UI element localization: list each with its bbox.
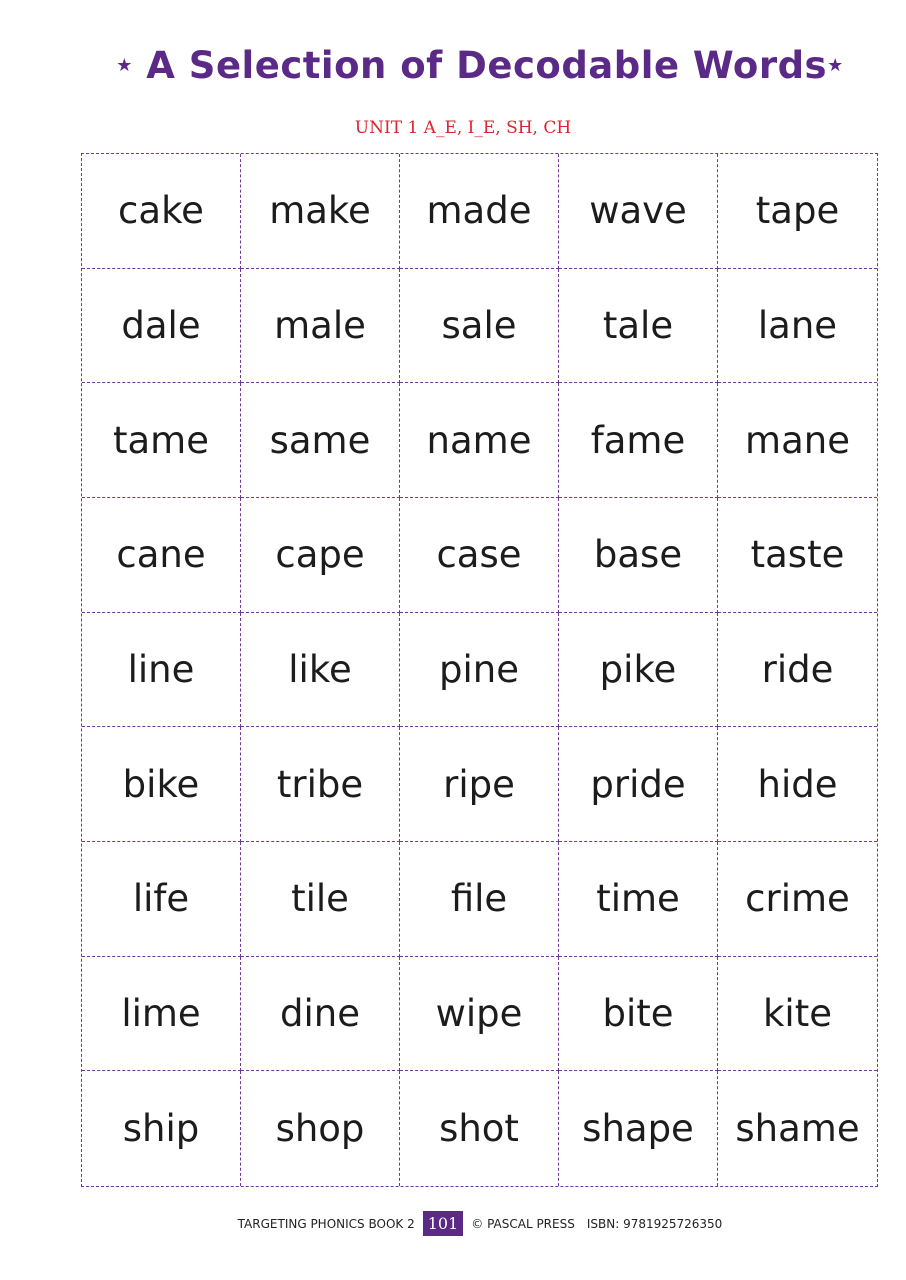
word-card: dale bbox=[82, 269, 241, 384]
word-card: tile bbox=[241, 842, 400, 957]
star-left-icon: ★ bbox=[116, 55, 133, 76]
word-card: mane bbox=[718, 383, 877, 498]
word-card: time bbox=[559, 842, 718, 957]
book-title: TARGETING PHONICS BOOK 2 bbox=[237, 1216, 415, 1231]
unit-subtitle: UNIT 1 A_E, I_E, SH, CH bbox=[354, 118, 572, 138]
word-card: tame bbox=[82, 383, 241, 498]
word-card: wipe bbox=[400, 957, 559, 1072]
word-card: kite bbox=[718, 957, 877, 1072]
word-card: made bbox=[400, 154, 559, 269]
word-card: file bbox=[400, 842, 559, 957]
word-card: pine bbox=[400, 613, 559, 728]
word-card: make bbox=[241, 154, 400, 269]
word-card: cape bbox=[241, 498, 400, 613]
word-card: cake bbox=[82, 154, 241, 269]
word-card: taste bbox=[718, 498, 877, 613]
word-card: ride bbox=[718, 613, 877, 728]
word-card: line bbox=[82, 613, 241, 728]
word-card: hide bbox=[718, 727, 877, 842]
word-card: crime bbox=[718, 842, 877, 957]
word-card: tribe bbox=[241, 727, 400, 842]
word-card: pike bbox=[559, 613, 718, 728]
star-right-icon: ★ bbox=[827, 55, 844, 76]
word-card: lane bbox=[718, 269, 877, 384]
word-card: life bbox=[82, 842, 241, 957]
word-card: shop bbox=[241, 1071, 400, 1186]
word-card: like bbox=[241, 613, 400, 728]
word-card: shot bbox=[400, 1071, 559, 1186]
word-card: same bbox=[241, 383, 400, 498]
word-card: tape bbox=[718, 154, 877, 269]
word-card: cane bbox=[82, 498, 241, 613]
word-card: bite bbox=[559, 957, 718, 1072]
word-card: male bbox=[241, 269, 400, 384]
word-card: ripe bbox=[400, 727, 559, 842]
page-number: 101 bbox=[423, 1211, 464, 1236]
word-card: sale bbox=[400, 269, 559, 384]
word-card: wave bbox=[559, 154, 718, 269]
word-card: tale bbox=[559, 269, 718, 384]
word-card: pride bbox=[559, 727, 718, 842]
word-card: case bbox=[400, 498, 559, 613]
page-footer bbox=[0, 1211, 906, 1236]
word-card: bike bbox=[82, 727, 241, 842]
isbn: ISBN: 9781925726350 bbox=[586, 1216, 723, 1231]
word-card: name bbox=[400, 383, 559, 498]
word-card: shame bbox=[735, 1107, 860, 1151]
word-card: shape bbox=[559, 1071, 718, 1186]
word-card: dine bbox=[241, 957, 400, 1072]
publisher: © PASCAL PRESS bbox=[471, 1216, 575, 1231]
page-title-text: A Selection of Decodable Words bbox=[146, 44, 828, 87]
word-card: lime bbox=[82, 957, 241, 1072]
page-title bbox=[0, 44, 906, 87]
word-card: ship bbox=[82, 1071, 241, 1186]
word-grid bbox=[81, 153, 878, 1187]
word-card: base bbox=[559, 498, 718, 613]
word-card: fame bbox=[559, 383, 718, 498]
